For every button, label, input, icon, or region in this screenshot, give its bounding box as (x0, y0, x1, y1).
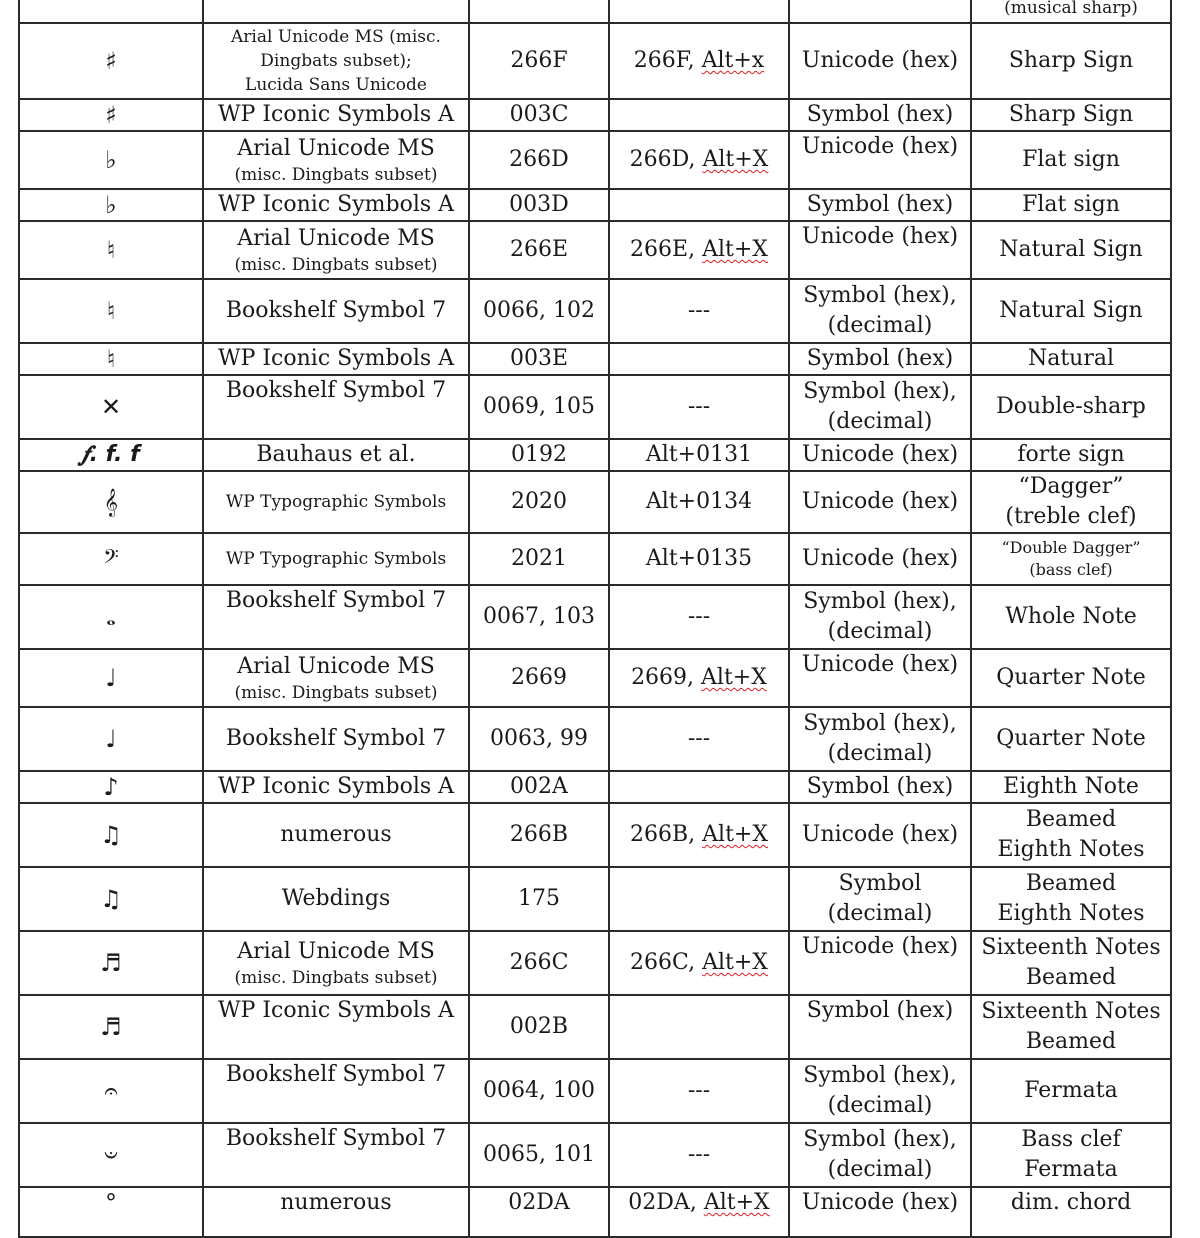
description-cell: Flat sign (971, 189, 1171, 221)
encoding-cell: Unicode (hex) (789, 1187, 971, 1237)
encoding-cell (789, 1059, 971, 1123)
keystroke-cell (609, 189, 789, 221)
code-cell: 003D (469, 189, 609, 221)
encoding-cell: Symbol (hex) (789, 343, 971, 375)
encoding-text-sub: (decimal) (827, 901, 933, 926)
keystroke-cell: 266D, Alt+X (609, 131, 789, 189)
keystroke-cell: --- (609, 585, 789, 649)
table-row (19, 995, 1171, 1059)
keystroke-shortcut: Alt+X (702, 237, 768, 262)
encoding-text: Symbol (hex), (803, 711, 957, 736)
description-cell: Natural Sign (971, 279, 1171, 343)
keystroke-cell (609, 343, 789, 375)
code-cell: 003E (469, 343, 609, 375)
font-cell (203, 221, 469, 279)
code-cell: 0192 (469, 439, 609, 471)
keystroke-cell: --- (609, 1123, 789, 1187)
font-cell (203, 23, 469, 99)
description-cell: forte sign (971, 439, 1171, 471)
code-cell: 266B (469, 803, 609, 867)
table-row (19, 1187, 1171, 1237)
font-name-sub: (misc. Dingbats subset) (234, 683, 438, 703)
symbol-cell: ♭ (19, 131, 203, 189)
symbol-cell: ♩ (19, 707, 203, 771)
code-cell: 266F (469, 23, 609, 99)
encoding-cell: Unicode (hex) (789, 221, 971, 279)
keystroke-shortcut: Alt+X (702, 950, 768, 975)
keystroke-shortcut: Alt+X (701, 665, 767, 690)
encoding-cell: Unicode (hex) (789, 23, 971, 99)
font-cell (203, 931, 469, 995)
encoding-cell: Unicode (hex) (789, 803, 971, 867)
symbol-cell: ✕ (19, 375, 203, 439)
description-text-sub: Beamed (1025, 965, 1117, 990)
description-cell (971, 0, 1171, 23)
font-cell (203, 0, 469, 23)
table-row (19, 221, 1171, 279)
font-name: Arial Unicode MS (237, 654, 435, 679)
font-cell: numerous (203, 803, 469, 867)
keystroke-cell: Alt+0131 (609, 439, 789, 471)
description-text-sub: (treble clef) (1005, 504, 1137, 529)
table-row (19, 1123, 1171, 1187)
encoding-cell: Symbol (hex) (789, 189, 971, 221)
description-cell (971, 533, 1171, 585)
symbol-cell: ♯ (19, 99, 203, 131)
description-cell: Fermata (971, 1059, 1171, 1123)
code-cell: 0065, 101 (469, 1123, 609, 1187)
font-cell: Bookshelf Symbol 7 (203, 279, 469, 343)
font-name: Arial Unicode MS (237, 939, 435, 964)
description-text: Beamed (1025, 807, 1117, 832)
encoding-text: Symbol (hex), (803, 379, 957, 404)
table-row (19, 343, 1171, 375)
keystroke-cell: Alt+0134 (609, 471, 789, 533)
symbol-cell: ♩ (19, 649, 203, 707)
font-cell: Bookshelf Symbol 7 (203, 375, 469, 439)
table-row (19, 23, 1171, 99)
table-row (19, 771, 1171, 803)
description-text-sub: Eighth Notes (997, 837, 1145, 862)
description-cell: Quarter Note (971, 649, 1171, 707)
keystroke-cell: --- (609, 279, 789, 343)
code-cell: 175 (469, 867, 609, 931)
encoding-cell: Symbol (hex) (789, 771, 971, 803)
description-text-sub: (bass clef) (1029, 560, 1113, 579)
description-cell: dim. chord (971, 1187, 1171, 1237)
encoding-cell: Unicode (hex) (789, 931, 971, 995)
symbol-cell: ♬ (19, 931, 203, 995)
keystroke-cell (609, 23, 789, 99)
encoding-text-sub: (decimal) (827, 1093, 933, 1118)
description-cell: Natural (971, 343, 1171, 375)
font-name: Arial Unicode MS (misc. Dingbats subset); (231, 27, 441, 71)
symbol-cell: ♯ (19, 23, 203, 99)
keystroke-shortcut: Alt+x (701, 48, 765, 73)
encoding-text-sub: (decimal) (827, 409, 933, 434)
description-cell: Sharp Sign (971, 99, 1171, 131)
encoding-cell (789, 0, 971, 23)
encoding-cell: Unicode (hex) (789, 439, 971, 471)
font-cell: Webdings (203, 867, 469, 931)
encoding-text-sub: (decimal) (827, 1157, 933, 1182)
table-row (19, 533, 1171, 585)
symbol-cell: ♫ (19, 867, 203, 931)
font-name: Arial Unicode MS (237, 136, 435, 161)
font-name-sub: (misc. Dingbats subset) (234, 255, 438, 275)
code-cell: 0069, 105 (469, 375, 609, 439)
encoding-cell (789, 867, 971, 931)
keystroke-shortcut: Alt+X (703, 1190, 770, 1215)
font-name-sub: Lucida Sans Unicode (245, 75, 427, 95)
symbol-cell: ♮ (19, 343, 203, 375)
code-cell: 002B (469, 995, 609, 1059)
keystroke-cell: 266C, Alt+X (609, 931, 789, 995)
description-text-sub: Fermata (1024, 1157, 1118, 1182)
description-text: “Double Dagger” (1001, 538, 1141, 557)
description-text-sub: Beamed (1025, 1029, 1117, 1054)
keystroke-cell: 02DA, Alt+X (609, 1187, 789, 1237)
keystroke-text: 266F, Alt+x (633, 48, 765, 73)
description-cell (971, 471, 1171, 533)
table-row (19, 803, 1171, 867)
symbol-cell: ♭ (19, 189, 203, 221)
font-cell: Bookshelf Symbol 7 (203, 707, 469, 771)
description-cell (971, 931, 1171, 995)
code-cell: 0064, 100 (469, 1059, 609, 1123)
description-cell: Flat sign (971, 131, 1171, 189)
symbol-cell: 𝅝 (19, 585, 203, 649)
table-row (19, 1059, 1171, 1123)
keystroke-shortcut: Alt+X (702, 822, 769, 847)
description-cell (971, 867, 1171, 931)
symbol-cell: ° (19, 1187, 203, 1237)
code-cell: 2021 (469, 533, 609, 585)
encoding-cell (789, 375, 971, 439)
description-cell: Sharp Sign (971, 23, 1171, 99)
code-cell: 0067, 103 (469, 585, 609, 649)
keystroke-cell (609, 771, 789, 803)
symbol-cell: 𝄞 (19, 471, 203, 533)
keystroke-cell: --- (609, 1059, 789, 1123)
description-text: Sixteenth Notes (981, 935, 1161, 960)
font-cell: WP Iconic Symbols A (203, 189, 469, 221)
encoding-text: Symbol (hex), (803, 1127, 957, 1152)
code-cell: 266D (469, 131, 609, 189)
description-text: “Dagger” (1018, 474, 1124, 499)
code-cell: 02DA (469, 1187, 609, 1237)
font-cell: numerous (203, 1187, 469, 1237)
table-row (19, 279, 1171, 343)
font-cell: WP Typographic Symbols (203, 471, 469, 533)
encoding-cell: Unicode (hex) (789, 471, 971, 533)
symbol-cell: 𝄢 (19, 533, 203, 585)
encoding-text: Symbol (hex), (803, 589, 957, 614)
encoding-cell (789, 279, 971, 343)
description-text: Sixteenth Notes (981, 999, 1161, 1024)
font-cell: Bauhaus et al. (203, 439, 469, 471)
music-symbol-table (18, 0, 1172, 1238)
description-cell: Quarter Note (971, 707, 1171, 771)
encoding-text: Symbol (838, 871, 922, 896)
keystroke-cell: --- (609, 375, 789, 439)
description-cell: Double-sharp (971, 375, 1171, 439)
table-row (19, 189, 1171, 221)
code-cell: 002A (469, 771, 609, 803)
table-row (19, 439, 1171, 471)
table-row (19, 707, 1171, 771)
font-cell (203, 649, 469, 707)
encoding-text-sub: (decimal) (827, 741, 933, 766)
description-text: Bass clef (1021, 1127, 1121, 1152)
table-row (19, 585, 1171, 649)
keystroke-cell: 2669, Alt+X (609, 649, 789, 707)
symbol-cell: ♮ (19, 279, 203, 343)
keystroke-shortcut: Alt+X (702, 147, 769, 172)
encoding-cell: Symbol (hex) (789, 99, 971, 131)
symbol-cell (19, 0, 203, 23)
code-cell: 266E (469, 221, 609, 279)
code-cell: 003C (469, 99, 609, 131)
symbol-cell: 𝄐 (19, 1059, 203, 1123)
font-name-sub: (misc. Dingbats subset) (234, 968, 438, 988)
encoding-text-sub: (decimal) (827, 313, 933, 338)
font-cell: WP Typographic Symbols (203, 533, 469, 585)
font-cell: WP Iconic Symbols A (203, 99, 469, 131)
code-cell: 0066, 102 (469, 279, 609, 343)
encoding-cell: Symbol (hex) (789, 995, 971, 1059)
keystroke-cell (609, 0, 789, 23)
table-row (19, 131, 1171, 189)
description-text: (musical sharp) (1004, 0, 1138, 18)
table-row (19, 649, 1171, 707)
encoding-text-sub: (decimal) (827, 619, 933, 644)
keystroke-cell (609, 99, 789, 131)
symbol-cell: 𝆑. f. f (19, 439, 203, 471)
symbol-cell: 𝄑 (19, 1123, 203, 1187)
encoding-text: Symbol (hex), (803, 1063, 957, 1088)
encoding-cell (789, 707, 971, 771)
description-text-sub: Eighth Notes (997, 901, 1145, 926)
table-row (19, 867, 1171, 931)
font-cell: Bookshelf Symbol 7 (203, 585, 469, 649)
font-name-sub: (misc. Dingbats subset) (234, 165, 438, 185)
font-cell: WP Iconic Symbols A (203, 771, 469, 803)
description-cell: Whole Note (971, 585, 1171, 649)
symbol-cell: ♬ (19, 995, 203, 1059)
font-cell: WP Iconic Symbols A (203, 343, 469, 375)
font-cell: WP Iconic Symbols A (203, 995, 469, 1059)
encoding-text: Symbol (hex), (803, 283, 957, 308)
symbol-cell: ♪ (19, 771, 203, 803)
font-cell: Bookshelf Symbol 7 (203, 1123, 469, 1187)
description-cell (971, 995, 1171, 1059)
description-cell (971, 1123, 1171, 1187)
keystroke-cell (609, 867, 789, 931)
symbol-cell: ♫ (19, 803, 203, 867)
symbol-cell: ♮ (19, 221, 203, 279)
font-cell: Bookshelf Symbol 7 (203, 1059, 469, 1123)
code-cell: 266C (469, 931, 609, 995)
code-cell: 0063, 99 (469, 707, 609, 771)
font-cell (203, 131, 469, 189)
description-cell (971, 803, 1171, 867)
keystroke-cell: --- (609, 707, 789, 771)
keystroke-cell (609, 995, 789, 1059)
description-text: Beamed (1025, 871, 1117, 896)
description-cell: Natural Sign (971, 221, 1171, 279)
code-cell: 2669 (469, 649, 609, 707)
table-row (19, 471, 1171, 533)
keystroke-cell: Alt+0135 (609, 533, 789, 585)
encoding-cell: Unicode (hex) (789, 131, 971, 189)
keystroke-cell: 266E, Alt+X (609, 221, 789, 279)
encoding-cell: Unicode (hex) (789, 533, 971, 585)
encoding-cell: Unicode (hex) (789, 649, 971, 707)
font-name: Arial Unicode MS (237, 226, 435, 251)
description-cell: Eighth Note (971, 771, 1171, 803)
table-row (19, 99, 1171, 131)
table-row (19, 375, 1171, 439)
code-cell: 2020 (469, 471, 609, 533)
encoding-cell (789, 585, 971, 649)
keystroke-cell: 266B, Alt+X (609, 803, 789, 867)
table-row (19, 0, 1171, 23)
code-cell (469, 0, 609, 23)
table-row (19, 931, 1171, 995)
encoding-cell (789, 1123, 971, 1187)
